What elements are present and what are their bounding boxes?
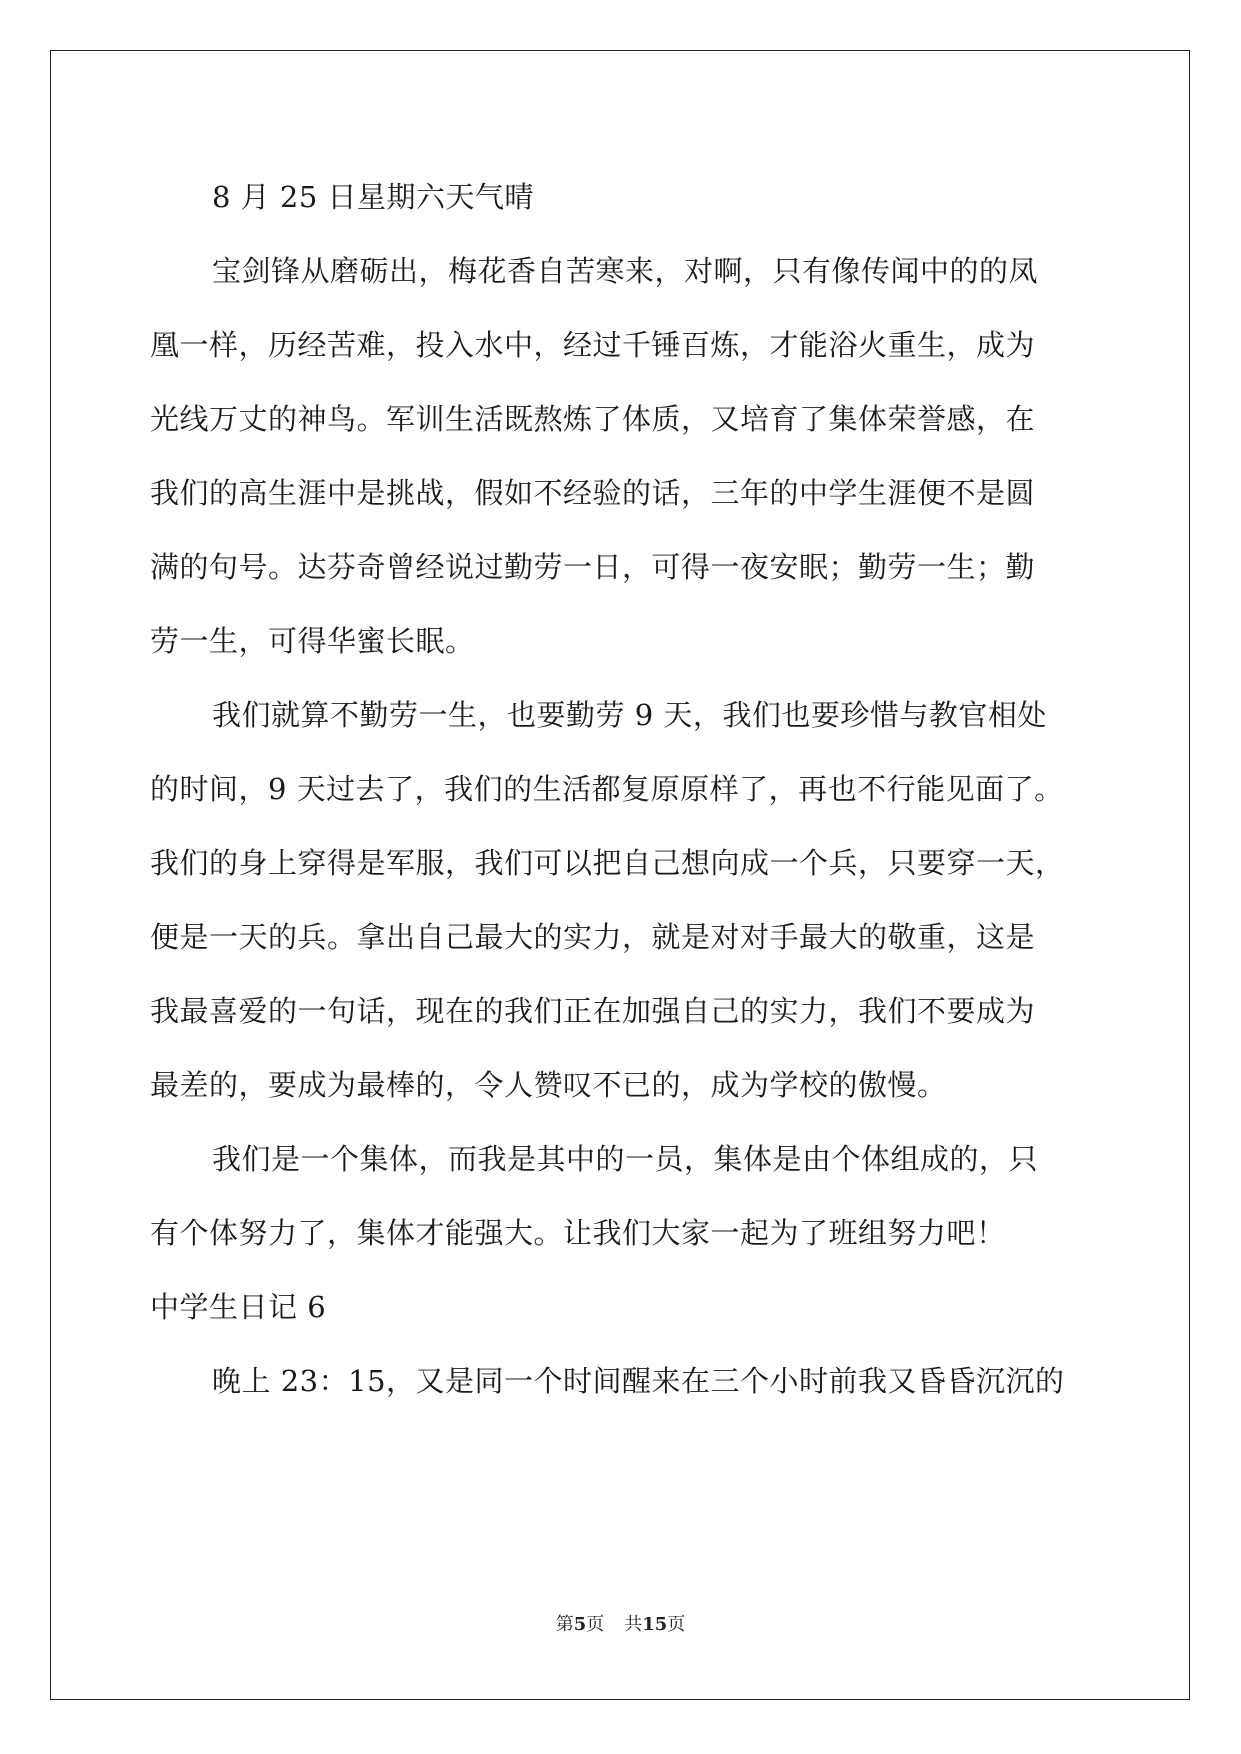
total-prefix: 共 [624,1614,643,1635]
page-prefix: 第 [555,1614,574,1635]
paragraph-line: 劳一生，可得华蜜长眠。 [150,624,475,658]
paragraph-line: 光线万丈的神鸟。军训生活既熬炼了体质，又培育了集体荣誉感，在 [150,402,1036,436]
paragraph-line: 宝剑锋从磨砺出，梅花香自苦寒来，对啊，只有像传闻中的的凤 [212,254,1039,288]
paragraph-line: 我们就算不勤劳一生，也要勤劳 9 天，我们也要珍惜与教官相处 [212,698,1047,732]
paragraph-line: 凰一样，历经苦难，投入水中，经过千锤百炼，才能浴火重生，成为 [150,328,1036,362]
paragraph-line: 晚上 23：15，又是同一个时间醒来在三个小时前我又昏昏沉沉的 [212,1364,1065,1398]
paragraph-line: 我最喜爱的一句话，现在的我们正在加强自己的实力，我们不要成为 [150,994,1036,1028]
date-weather-line: 8 月 25 日星期六天气晴 [212,180,535,214]
section-heading: 中学生日记 6 [150,1290,327,1324]
page-current: 5 [573,1614,587,1635]
paragraph-line: 有个体努力了，集体才能强大。让我们大家一起为了班组努力吧！ [150,1216,1006,1250]
total-suffix: 页 [667,1614,686,1635]
page-total: 15 [642,1614,668,1635]
paragraph-line: 满的句号。达芬奇曾经说过勤劳一日，可得一夜安眠；勤劳一生；勤 [150,550,1036,584]
paragraph-line: 的时间，9 天过去了，我们的生活都复原原样了，再也不行能见面了。 [150,772,1064,806]
paragraph-line: 我们的身上穿得是军服，我们可以把自己想向成一个兵，只要穿一天， [150,846,1065,880]
paragraph-line: 我们是一个集体，而我是其中的一员，集体是由个体组成的，只 [212,1142,1039,1176]
page-suffix: 页 [586,1614,605,1635]
paragraph-line: 最差的，要成为最棒的，令人赞叹不已的，成为学校的傲慢。 [150,1068,947,1102]
document-body [150,160,1085,1418]
page-footer [0,1610,1241,1636]
paragraph-line: 我们的高生涯中是挑战，假如不经验的话，三年的中学生涯便不是圆 [150,476,1036,510]
paragraph-line: 便是一天的兵。拿出自己最大的实力，就是对对手最大的敬重，这是 [150,920,1036,954]
